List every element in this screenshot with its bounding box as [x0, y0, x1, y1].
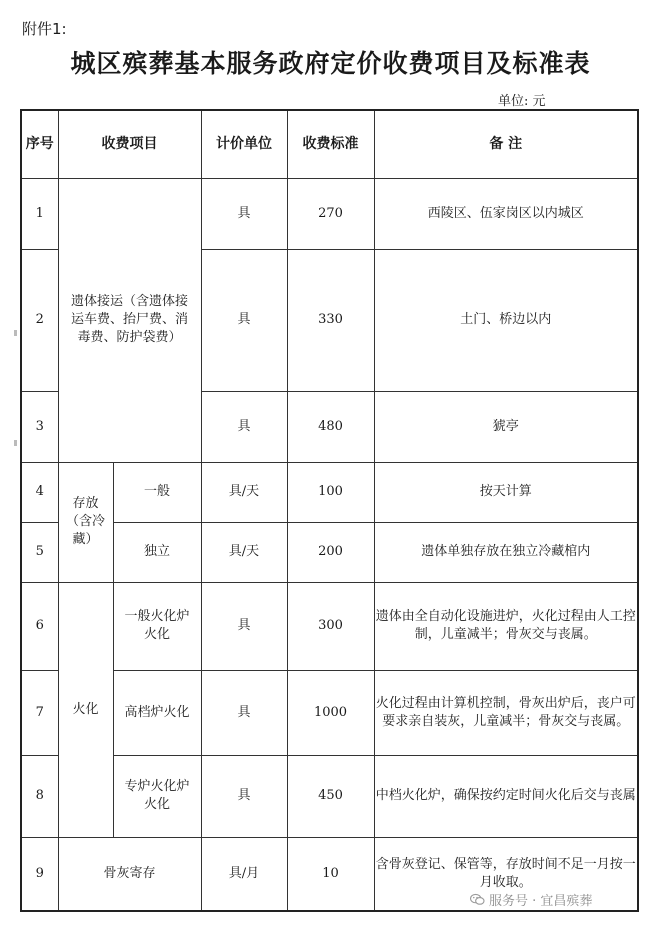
row-number: 6	[21, 582, 58, 670]
row-note: 火化过程由计算机控制，骨灰出炉后，丧户可要求亲自装灰，儿童减半；骨灰交与丧属。	[374, 670, 638, 755]
row-note: 猇亭	[374, 391, 638, 462]
watermark-text: 服务号 · 宜昌殡葬	[489, 894, 593, 909]
row-note: 含骨灰登记、保管等，存放时间不足一月按一月收取。	[374, 837, 638, 911]
table-row	[21, 178, 638, 249]
row-note: 按天计算	[374, 462, 638, 522]
fee-table	[20, 109, 639, 912]
row-price: 480	[287, 391, 374, 462]
row-number: 5	[21, 522, 58, 582]
row-subitem: 一般	[113, 462, 201, 522]
header-unit: 计价单位	[201, 110, 287, 178]
row-number: 8	[21, 755, 58, 837]
row-unit: 具	[201, 582, 287, 670]
row-unit: 具	[201, 178, 287, 249]
row-number: 3	[21, 391, 58, 462]
row-unit: 具/天	[201, 462, 287, 522]
table-row	[21, 522, 638, 582]
attachment-label: 附件1:	[22, 20, 67, 38]
scan-mark	[14, 440, 17, 446]
row-unit: 具	[201, 755, 287, 837]
row-price: 450	[287, 755, 374, 837]
row-unit: 具	[201, 249, 287, 391]
row-price: 10	[287, 837, 374, 911]
row-number: 2	[21, 249, 58, 391]
table-header-row	[21, 110, 638, 178]
row-unit: 具/月	[201, 837, 287, 911]
transport-item-label: 遗体接运（含遗体接运车费、抬尸费、消毒费、防护袋费）	[70, 294, 188, 345]
row-note: 遗体由全自动化设施进炉，火化过程由人工控制，儿童减半；骨灰交与丧属。	[374, 582, 638, 670]
scan-mark	[14, 330, 17, 336]
row-note: 遗体单独存放在独立冷藏棺内	[374, 522, 638, 582]
storage-group-label: 存放（含冷藏）	[65, 496, 105, 547]
table-row	[21, 755, 638, 837]
row-price: 270	[287, 178, 374, 249]
row-note: 西陵区、伍家岗区以内城区	[374, 178, 638, 249]
transport-item	[58, 178, 201, 462]
header-no: 序号	[21, 110, 58, 178]
currency-unit: 单位: 元	[498, 94, 546, 109]
row-subitem: 一般火化炉火化	[113, 582, 201, 670]
wechat-icon	[470, 893, 485, 906]
cremation-group	[58, 582, 113, 837]
row-number: 4	[21, 462, 58, 522]
table-row	[21, 582, 638, 670]
cremation-group-label: 火化	[72, 701, 99, 717]
table-row	[21, 670, 638, 755]
row-number: 1	[21, 178, 58, 249]
row-subitem: 独立	[113, 522, 201, 582]
ashes-storage-item: 骨灰寄存	[58, 837, 201, 911]
row-subitem: 高档炉火化	[113, 670, 201, 755]
table-row	[21, 462, 638, 522]
row-number: 7	[21, 670, 58, 755]
row-price: 100	[287, 462, 374, 522]
watermark	[470, 890, 592, 909]
row-price: 200	[287, 522, 374, 582]
header-note: 备 注	[374, 110, 638, 178]
row-price: 330	[287, 249, 374, 391]
row-price: 300	[287, 582, 374, 670]
row-note: 土门、桥边以内	[374, 249, 638, 391]
row-number: 9	[21, 837, 58, 911]
header-item: 收费项目	[58, 110, 201, 178]
page-title: 城区殡葬基本服务政府定价收费项目及标准表	[70, 49, 591, 78]
row-note: 中档火化炉，确保按约定时间火化后交与丧属	[374, 755, 638, 837]
header-price: 收费标准	[287, 110, 374, 178]
row-unit: 具/天	[201, 522, 287, 582]
row-subitem: 专炉火化炉火化	[113, 755, 201, 837]
storage-group	[58, 462, 113, 582]
row-price: 1000	[287, 670, 374, 755]
row-unit: 具	[201, 391, 287, 462]
row-unit: 具	[201, 670, 287, 755]
